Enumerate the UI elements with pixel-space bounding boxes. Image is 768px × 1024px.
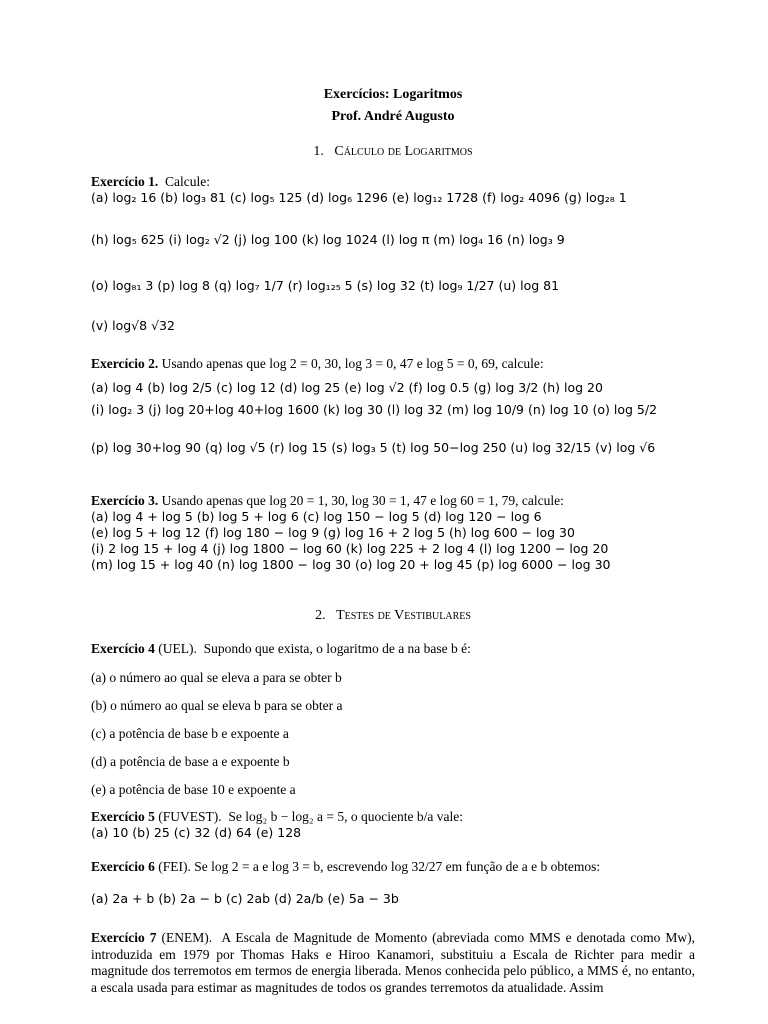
document-title: Exercícios: Logaritmos (323, 87, 463, 102)
exercise-2-line-1: (a) log 4 (b) log 2/5 (c) log 12 (d) log 25 (e) log √2 (f) log 0.5 (g) log 3/2 (h) log 20 (91, 380, 603, 395)
exercise-5-prompt: Se log₂ b − log₂ a = 5, o quociente b/a vale: (228, 809, 463, 824)
exercise-6-prompt: Se log 2 = a e log 3 = b, escrevendo log 32/27 em função de a e b obtemos: (194, 859, 601, 874)
exercise-3-label: Exercício 3. (91, 493, 159, 508)
exercise-5 (91, 809, 695, 841)
exercise-1-line-3: (o) log₈₁ 3 (p) log 8 (q) log₇ 1/7 (r) log₁₂₅ 5 (s) log 32 (t) log₉ 1/27 (u) log 81 (91, 278, 560, 293)
document-page (91, 84, 696, 995)
exercise-2-prompt: Usando apenas que log 2 = 0, 30, log 3 = 0, 47 e log 5 = 0, 69, calcule: (161, 356, 544, 371)
exercise-3-line-4: (m) log 15 + log 40 (n) log 1800 − log 30 (o) log 20 + log 45 (p) log 6000 − log 30 (91, 557, 611, 572)
exercise-6-label: Exercício 6 (91, 859, 155, 874)
exercise-4 (91, 640, 695, 804)
section-2-heading (91, 608, 695, 624)
exercise-4-label: Exercício 4 (91, 641, 155, 656)
exercise-1 (91, 174, 695, 334)
exercise-1-line-4: (v) log√8 √32 (91, 318, 175, 333)
exercise-5-options: (a) 10 (b) 25 (c) 32 (d) 64 (e) 128 (91, 825, 302, 840)
exercise-2-line-3: (p) log 30+log 90 (q) log √5 (r) log 15 (s) log₃ 5 (t) log 50−log 250 (u) log 32/15 (v) log √6 (91, 440, 656, 455)
exercise-7-text: A Escala de Magnitude de Momento (abreviada como MMS e denotada como Mw), introduzida em 1979 por Thomas Haks e Hiroo Kanamori, substituiu a Escala de Richter para medir a magnitude dos terremotos em termos de energia liberada. Menos conhecida pelo público, a MMS é, no entanto, a escala usada para estimar as magnitudes de todos os grandes terremotos da atualidade. Assim (91, 930, 696, 995)
exercise-3 (91, 493, 695, 573)
exercise-4-option-b: (b) o número ao qual se eleva b para se obter a (91, 698, 343, 713)
exercise-4-option-c: (c) a potência de base b e expoente a (91, 726, 289, 741)
section-2-number: 2. (315, 608, 326, 623)
exercise-6 (91, 859, 695, 907)
exercise-2-line-2: (i) log₂ 3 (j) log 20+log 40+log 1600 (k) log 30 (l) log 32 (m) log 10/9 (n) log 10 (o) log 5/2 (91, 402, 658, 417)
exercise-2 (91, 356, 695, 456)
exercise-6-source: (FEI). (158, 859, 191, 874)
exercise-4-source: (UEL). (158, 641, 197, 656)
exercise-7-source: (ENEM). (161, 930, 213, 945)
exercise-4-option-a: (a) o número ao qual se eleva a para se obter b (91, 670, 342, 685)
document-author: Prof. André Augusto (331, 109, 455, 124)
exercise-5-label: Exercício 5 (91, 809, 155, 824)
exercise-3-line-2: (e) log 5 + log 12 (f) log 180 − log 9 (g) log 16 + 2 log 5 (h) log 600 − log 30 (91, 525, 575, 540)
exercise-4-option-d: (d) a potência de base a e expoente b (91, 754, 290, 769)
section-1-title: Cálculo de Logaritmos (334, 144, 473, 159)
exercise-5-source: (FUVEST). (158, 809, 222, 824)
section-1-heading (91, 144, 695, 160)
exercise-1-line-1: (a) log₂ 16 (b) log₃ 81 (c) log₅ 125 (d) log₆ 1296 (e) log₁₂ 1728 (f) log₂ 4096 (g) log₂₈ 1 (91, 190, 627, 205)
exercise-2-label: Exercício 2. (91, 356, 159, 371)
exercise-1-label: Exercício 1. (91, 174, 159, 189)
exercise-7 (91, 930, 695, 996)
section-2-title: Testes de Vestibulares (336, 608, 471, 623)
exercise-1-line-2: (h) log₅ 625 (i) log₂ √2 (j) log 100 (k) log 1024 (l) log π (m) log₄ 16 (n) log₃ 9 (91, 232, 565, 247)
exercise-3-line-1: (a) log 4 + log 5 (b) log 5 + log 6 (c) log 150 − log 5 (d) log 120 − log 6 (91, 509, 542, 524)
exercise-4-option-e: (e) a potência de base 10 e expoente a (91, 782, 296, 797)
exercise-3-line-3: (i) 2 log 15 + log 4 (j) log 1800 − log 60 (k) log 225 + 2 log 4 (l) log 1200 − log 20 (91, 541, 609, 556)
exercise-6-options: (a) 2a + b (b) 2a − b (c) 2ab (d) 2a/b (e) 5a − 3b (91, 891, 399, 906)
exercise-4-prompt: Supondo que exista, o logaritmo de a na base b é: (203, 641, 471, 656)
section-1-number: 1. (313, 144, 324, 159)
exercise-7-label: Exercício 7 (91, 930, 157, 945)
exercise-1-prompt: Calcule: (164, 174, 210, 189)
exercise-3-prompt: Usando apenas que log 20 = 1, 30, log 30 = 1, 47 e log 60 = 1, 79, calcule: (161, 493, 564, 508)
